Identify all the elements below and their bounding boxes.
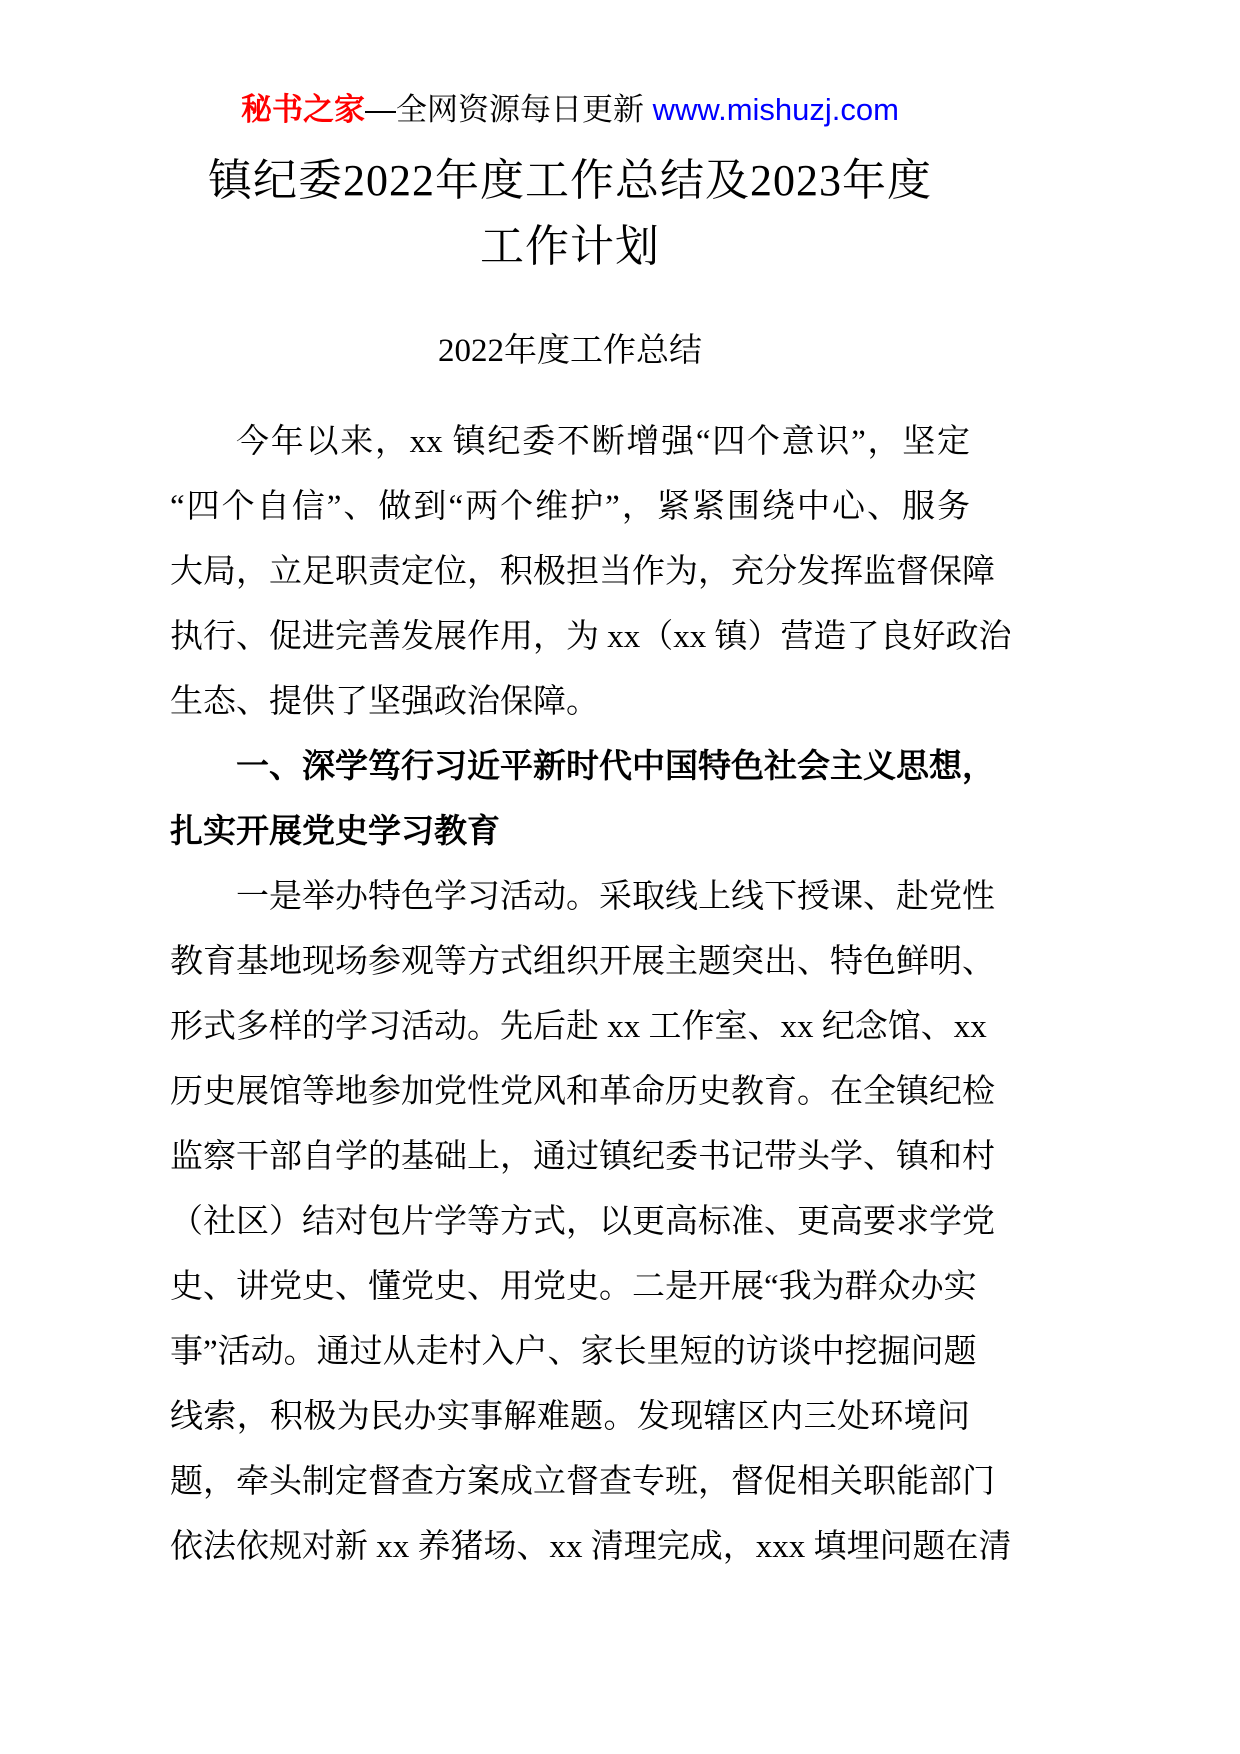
document-title-line1: 镇纪委2022年度工作总结及2023年度 <box>208 156 932 205</box>
text-line: 大局，立足职责定位，积极担当作为，充分发挥监督保障 <box>170 554 995 590</box>
text-line: 一、深学笃行习近平新时代中国特色社会主义思想， <box>236 749 995 785</box>
site-header <box>170 88 970 132</box>
document-title <box>170 148 970 280</box>
text-line: （社区）结对包片学等方式，以更高标准、更高要求学党 <box>170 1204 995 1240</box>
document-title-line2: 工作计划 <box>480 222 660 271</box>
text-line: 题，牵头制定督查方案成立督查专班，督促相关职能部门 <box>170 1464 995 1500</box>
section-heading: 2022年度工作总结 <box>438 333 702 369</box>
text-line: 线索，积极为民办实事解难题。发现辖区内三处环境问 <box>170 1399 970 1435</box>
text-line: 教育基地现场参观等方式组织开展主题突出、特色鲜明、 <box>170 944 995 980</box>
text-line: 历史展馆等地参加党性党风和革命历史教育。在全镇纪检 <box>170 1074 995 1110</box>
text-line: 史、讲党史、懂党史、用党史。二是开展“我为群众办实 <box>170 1269 977 1305</box>
document-body <box>170 410 1012 1580</box>
header-tagline: 全网资源每日更新 <box>396 92 645 127</box>
brand-name: 秘书之家 <box>241 92 366 127</box>
text-line: 形式多样的学习活动。先后赴 xx 工作室、xx 纪念馆、xx <box>170 1009 987 1045</box>
text-line: 监察干部自学的基础上，通过镇纪委书记带头学、镇和村 <box>170 1139 995 1175</box>
text-line: 一是举办特色学习活动。采取线上线下授课、赴党性 <box>236 879 995 915</box>
text-line: 生态、提供了坚强政治保障。 <box>170 684 599 720</box>
body-heading-paragraph <box>170 735 995 865</box>
text-line: 依法依规对新 xx 养猪场、xx 清理完成，xxx 填埋问题在清 <box>170 1529 1012 1565</box>
text-line: 今年以来，xx 镇纪委不断增强“四个意识”，坚定 <box>236 424 970 460</box>
text-line: “四个自信”、做到“两个维护”，紧紧围绕中心、服务 <box>170 489 970 525</box>
text-line: 扎实开展党史学习教育 <box>170 814 500 850</box>
body-paragraph <box>170 865 1012 1580</box>
text-line: 执行、促进完善发展作用，为 xx（xx 镇）营造了良好政治 <box>170 619 1012 655</box>
header-space <box>644 92 653 127</box>
site-url-link[interactable]: www.mishuzj.com <box>652 92 899 127</box>
body-paragraph <box>170 410 1012 735</box>
content-column <box>170 0 1012 1580</box>
text-line: 事”活动。通过从走村入户、家长里短的访谈中挖掘问题 <box>170 1334 977 1370</box>
header-separator: — <box>365 92 397 127</box>
